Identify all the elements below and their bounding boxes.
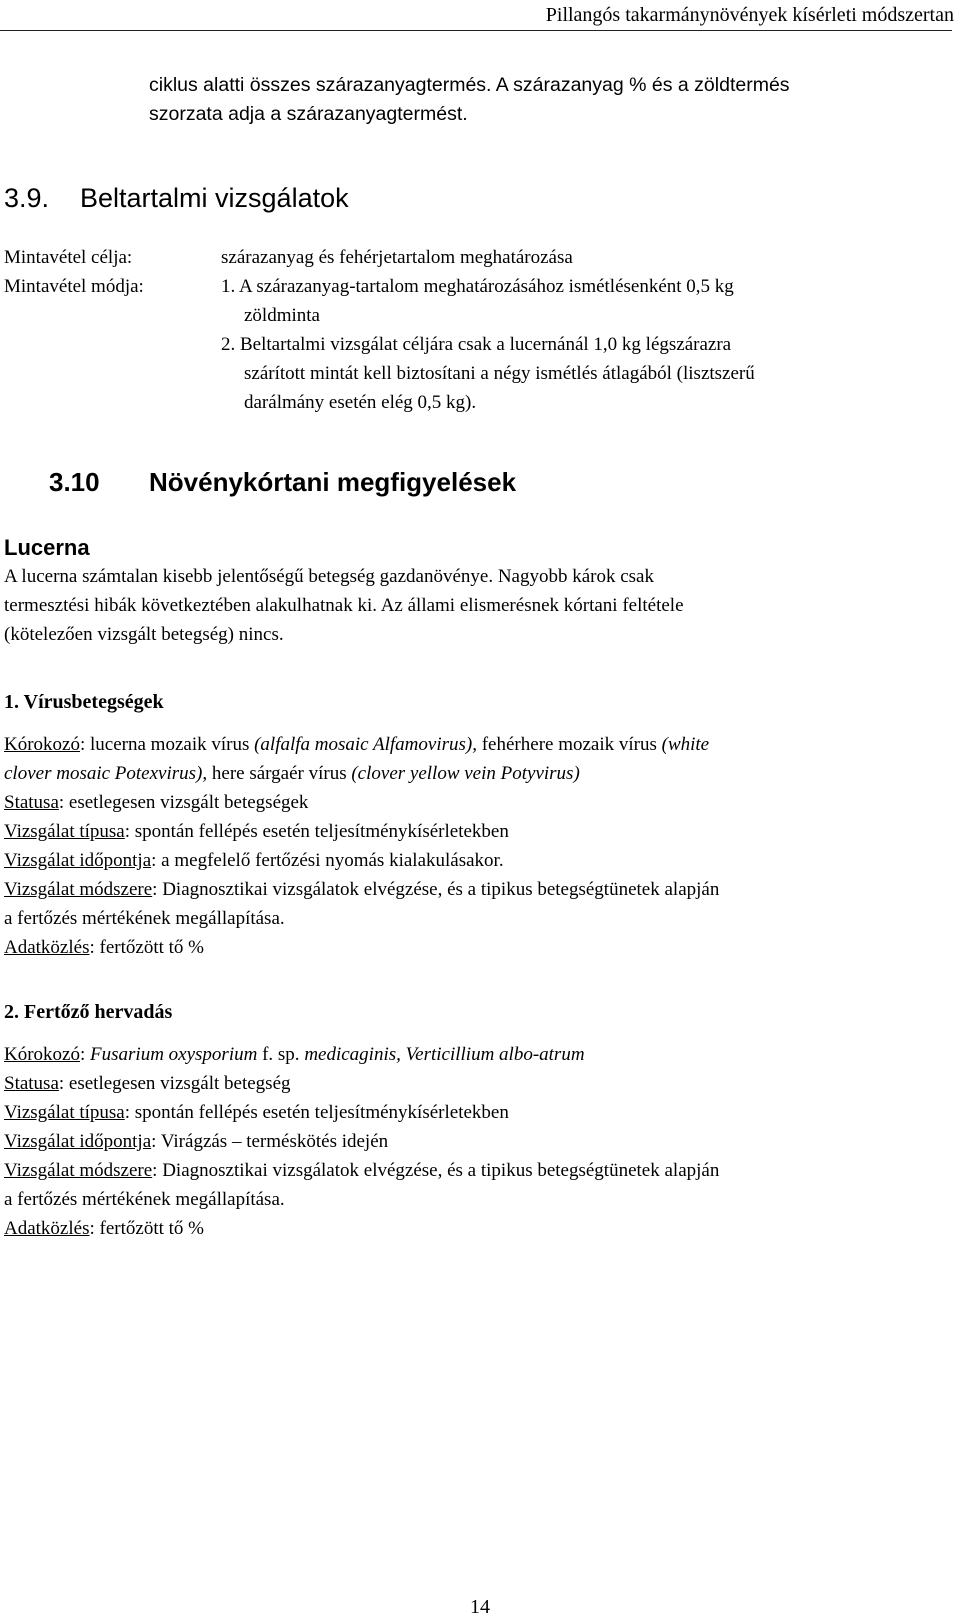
disease-2-heading: 2. Fertőző hervadás: [4, 1001, 173, 1023]
disease-1-korokozo-text-2: fehérhere mozaik vírus: [476, 734, 662, 755]
disease-1-idopont-label: Vizsgálat időpontja: [4, 850, 152, 871]
mintavetel-celja-value: szárazanyag és fehérjetartalom meghatározása: [221, 247, 573, 268]
disease-2-tipusa-value: : spontán fellépés esetén teljesítménykísérletekben: [124, 1102, 509, 1123]
disease-2-tipusa: [4, 1098, 509, 1127]
intro-line-1: ciklus alatti összes szárazanyagtermés. A szárazanyag % és a zöldtermés: [149, 74, 790, 96]
disease-2-modszer-line-2: a fertőzés mértékének megállapítása.: [4, 1189, 285, 1210]
disease-1-tipusa-value: : spontán fellépés esetén teljesítménykísérletekben: [124, 821, 509, 842]
mintavetel-item-2-line-2: szárított mintát kell biztosítani a négy ismétlés átlagából (lisztszerű: [244, 363, 755, 384]
page-number: 14: [470, 1596, 490, 1618]
disease-1-korokozo-line-1: [4, 730, 709, 759]
section-3-9-title: Beltartalmi vizsgálatok: [80, 183, 349, 213]
mintavetel-item-1-line-1: 1. A szárazanyag-tartalom meghatározásához ismétlésenként 0,5 kg: [221, 276, 734, 297]
disease-1-korokozo-italic-1: (alfalfa mosaic Alfamovirus),: [254, 734, 477, 755]
disease-1-idopont-value: : a megfelelő fertőzési nyomás kialakulásakor.: [151, 850, 504, 871]
disease-1-modszer-line-2: a fertőzés mértékének megállapítása.: [4, 908, 285, 929]
disease-2-adat-label: Adatközlés: [4, 1218, 90, 1239]
disease-2-modszer-value-1: : Diagnosztikai vizsgálatok elvégzése, és a tipikus betegségtünetek alapján: [152, 1160, 720, 1181]
disease-2-korokozo-text-1: :: [79, 1044, 91, 1065]
disease-2-korokozo-text-2: f. sp.: [257, 1044, 305, 1065]
section-3-9-number: 3.9.: [4, 183, 50, 213]
lucerna-para-line-1: A lucerna számtalan kisebb jelentőségű betegség gazdanövénye. Nagyobb károk csak: [4, 566, 654, 587]
disease-2-statusa-value: : esetlegesen vizsgált betegség: [58, 1073, 291, 1094]
disease-1-tipusa: [4, 817, 509, 846]
disease-1-korokozo-italic-2: (white: [661, 734, 710, 755]
mintavetel-modja-label: Mintavétel módja:: [4, 276, 144, 297]
running-header: Pillangós takarmánynövények kísérleti módszertan: [545, 4, 954, 26]
disease-1-korokozo-text-3: here sárgaér vírus: [207, 763, 352, 784]
disease-2-adat-value: : fertőzött tő %: [89, 1218, 204, 1239]
disease-2-idopont: [4, 1127, 388, 1156]
disease-1-tipusa-label: Vizsgálat típusa: [4, 821, 125, 842]
disease-1-korokozo-italic-3: clover mosaic Potexvirus),: [4, 763, 208, 784]
disease-1-korokozo-italic-4: (clover yellow vein Potyvirus): [351, 763, 580, 784]
mintavetel-item-2-line-1: 2. Beltartalmi vizsgálat céljára csak a lucernánál 1,0 kg légszárazra: [221, 334, 732, 355]
disease-2-modszer-line-1: [4, 1156, 719, 1185]
disease-1-korokozo-line-2: [4, 759, 580, 788]
disease-1-modszer-value-1: : Diagnosztikai vizsgálatok elvégzése, és a tipikus betegségtünetek alapján: [152, 879, 720, 900]
disease-2-statusa-label: Statusa: [4, 1073, 59, 1094]
disease-2-statusa: [4, 1069, 291, 1098]
disease-2-korokozo-italic-1: Fusarium oxysporium: [90, 1044, 258, 1065]
disease-2-adatkozles: [4, 1214, 204, 1243]
disease-1-statusa-value: : esetlegesen vizsgált betegségek: [58, 792, 309, 813]
disease-1-idopont: [4, 846, 504, 875]
mintavetel-item-1-line-2: zöldminta: [244, 305, 320, 326]
mintavetel-item-2-line-3: darálmány esetén elég 0,5 kg).: [244, 392, 477, 413]
disease-2-idopont-label: Vizsgálat időpontja: [4, 1131, 152, 1152]
disease-1-korokozo-text-1: : lucerna mozaik vírus: [79, 734, 255, 755]
disease-1-statusa: [4, 788, 308, 817]
disease-1-statusa-label: Statusa: [4, 792, 59, 813]
disease-2-korokozo-italic-2: medicaginis, Verticillium albo-atrum: [304, 1044, 585, 1065]
section-3-10-title: Növénykórtani megfigyelések: [149, 467, 517, 497]
lucerna-para-line-2: termesztési hibák következtében alakulhatnak ki. Az állami elismerésnek kórtani feltétele: [4, 595, 684, 616]
intro-line-2: szorzata adja a szárazanyagtermést.: [149, 103, 468, 125]
disease-2-modszer-label: Vizsgálat módszere: [4, 1160, 153, 1181]
disease-1-modszer-label: Vizsgálat módszere: [4, 879, 153, 900]
disease-1-korokozo-label: Kórokozó: [4, 734, 80, 755]
disease-2-idopont-value: : Virágzás – terméskötés idején: [151, 1131, 389, 1152]
disease-2-korokozo: [4, 1040, 585, 1069]
disease-1-adat-label: Adatközlés: [4, 937, 90, 958]
disease-2-tipusa-label: Vizsgálat típusa: [4, 1102, 125, 1123]
disease-1-modszer-line-1: [4, 875, 719, 904]
section-3-10-number: 3.10: [49, 467, 100, 497]
disease-1-adat-value: : fertőzött tő %: [89, 937, 204, 958]
disease-1-adatkozles: [4, 933, 204, 962]
disease-1-heading: 1. Vírusbetegségek: [4, 691, 164, 713]
header-rule: [0, 30, 952, 31]
crop-heading: Lucerna: [4, 535, 90, 560]
lucerna-para-line-3: (kötelezően vizsgált betegség) nincs.: [4, 624, 284, 645]
disease-2-korokozo-label: Kórokozó: [4, 1044, 80, 1065]
mintavetel-celja-label: Mintavétel célja:: [4, 247, 133, 268]
